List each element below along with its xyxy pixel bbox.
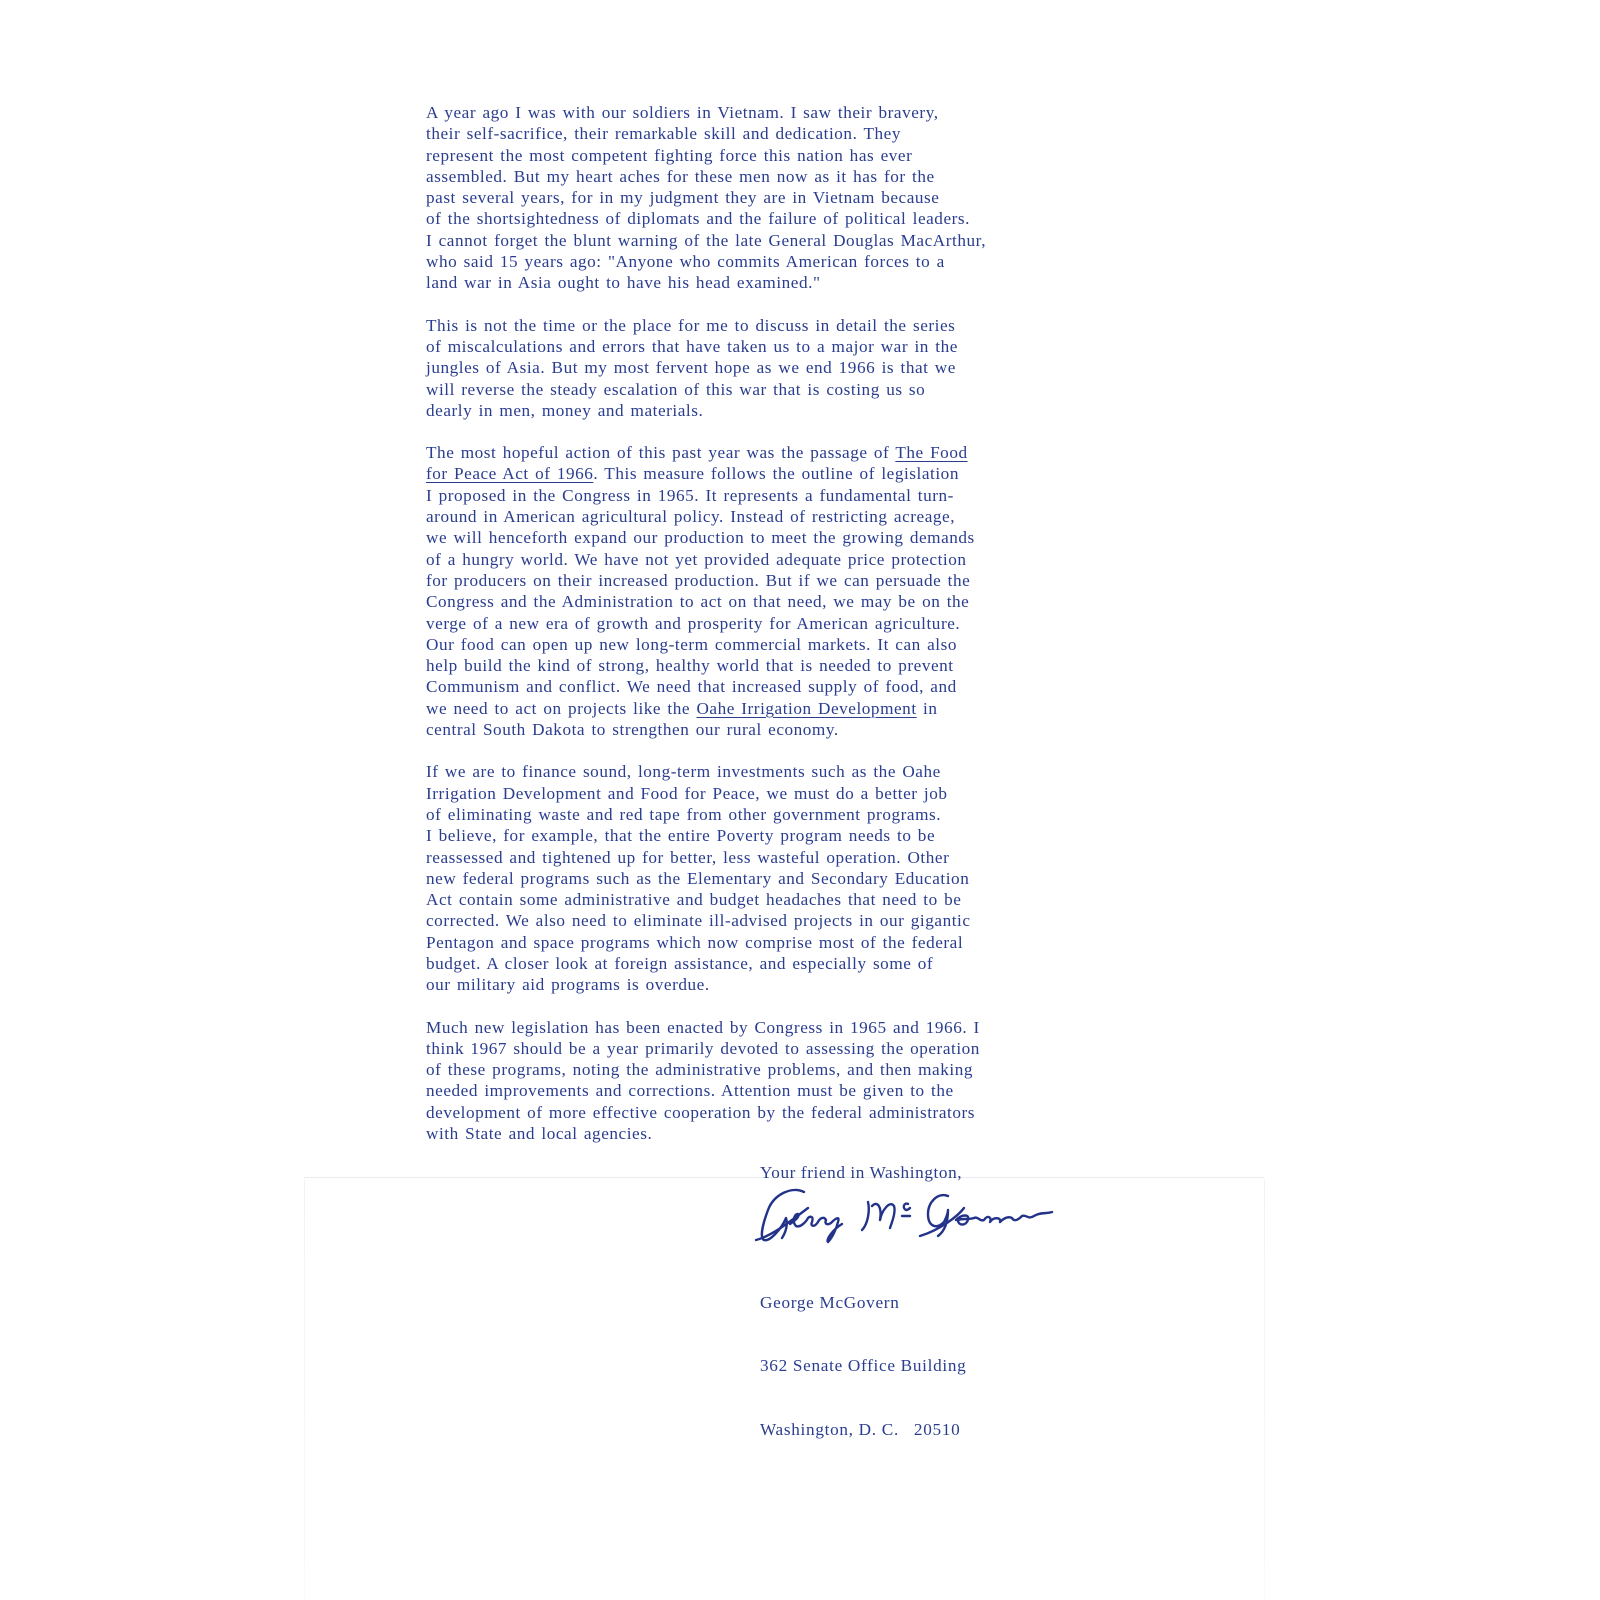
text-line: of a hungry world. We have not yet provided adequate price protection: [426, 549, 967, 569]
oahe-underlined-title: Oahe Irrigation Development: [696, 698, 917, 718]
text-line: of the shortsightedness of diplomats and the failure of political leaders.: [426, 209, 970, 229]
sender-name: George McGovern: [760, 1292, 900, 1312]
text-line: reassessed and tightened up for better, less wasteful operation. Other: [426, 847, 950, 867]
text-line: of eliminating waste and red tape from other government programs.: [426, 804, 942, 824]
text-line: of these programs, noting the administrative problems, and then making: [426, 1060, 973, 1080]
text-line: for producers on their increased production. But if we can persuade the: [426, 570, 971, 590]
text-line: central South Dakota to strengthen our rural economy.: [426, 720, 839, 740]
text-line: I believe, for example, that the entire Poverty program needs to be: [426, 826, 936, 846]
text-line: A year ago I was with our soldiers in Vietnam. I saw their bravery,: [426, 103, 939, 122]
text-line: dearly in men, money and materials.: [426, 400, 704, 420]
paragraph-legislation: [426, 1017, 1146, 1145]
text-line: Our food can open up new long-term commercial markets. It can also: [426, 634, 958, 654]
text-line: verge of a new era of growth and prosperity for American agriculture.: [426, 613, 961, 633]
text-line: Communism and conflict. We need that increased supply of food, and: [426, 677, 957, 697]
sender-city: Washington, D. C. 20510: [760, 1420, 961, 1440]
paragraph-waste: [426, 761, 1146, 995]
text-line: Pentagon and space programs which now comprise most of the federal: [426, 932, 964, 952]
text-line: Much new legislation has been enacted by Congress in 1965 and 1966. I: [426, 1017, 980, 1037]
text-line: Congress and the Administration to act on that need, we may be on the: [426, 592, 970, 612]
handwritten-signature: [752, 1180, 1082, 1250]
text-line: assembled. But my heart aches for these men now as it has for the: [426, 166, 935, 186]
text-line: represent the most competent fighting force this nation has ever: [426, 145, 913, 165]
text-segment: we need to act on projects like the: [426, 698, 697, 718]
text-line: our military aid programs is overdue.: [426, 975, 710, 995]
text-line: If we are to finance sound, long-term investments such as the Oahe: [426, 762, 941, 782]
closing-salutation: Your friend in Washington,: [760, 1163, 963, 1182]
text-segment: . This measure follows the outline of legislation: [593, 464, 959, 484]
paragraph-food-for-peace: [426, 442, 1146, 740]
paragraph-vietnam: [426, 102, 1146, 294]
text-line: around in American agricultural policy. Instead of restricting acreage,: [426, 507, 956, 527]
letter-body: [426, 102, 1146, 1165]
page-edge-right: [1264, 1180, 1265, 1600]
text-line: their self-sacrifice, their remarkable skill and dedication. They: [426, 124, 901, 144]
text-line: [426, 463, 1146, 484]
text-line: [426, 442, 1146, 463]
text-line: Act contain some administrative and budget headaches that need to be: [426, 890, 962, 910]
food-for-peace-underlined-title-cont: for Peace Act of 1966: [426, 464, 594, 484]
paragraph-escalation: [426, 315, 1146, 421]
text-line: needed improvements and corrections. Attention must be given to the: [426, 1081, 954, 1101]
text-line: help build the kind of strong, healthy world that is needed to prevent: [426, 656, 954, 676]
text-line: will reverse the steady escalation of this war that is costing us so: [426, 379, 926, 399]
text-line: who said 15 years ago: "Anyone who commits American forces to a: [426, 252, 945, 272]
text-line: with State and local agencies.: [426, 1124, 653, 1144]
text-line: of miscalculations and errors that have taken us to a major war in the: [426, 336, 958, 356]
text-line: budget. A closer look at foreign assistance, and especially some of: [426, 953, 934, 973]
text-line: [426, 698, 1146, 719]
food-for-peace-underlined-title: The Food: [895, 443, 968, 463]
text-line: I cannot forget the blunt warning of the late General Douglas MacArthur,: [426, 230, 987, 250]
text-line: we will henceforth expand our production to meet the growing demands: [426, 528, 975, 548]
text-line: corrected. We also need to eliminate ill-advised projects in our gigantic: [426, 911, 971, 931]
text-line: new federal programs such as the Elementary and Secondary Education: [426, 868, 970, 888]
text-line: I proposed in the Congress in 1965. It represents a fundamental turn-: [426, 485, 954, 505]
sender-address-block: [760, 1249, 966, 1483]
text-line: past several years, for in my judgment they are in Vietnam because: [426, 188, 940, 208]
text-line: Irrigation Development and Food for Peace, we must do a better job: [426, 783, 948, 803]
text-segment: in: [916, 698, 938, 718]
text-line: think 1967 should be a year primarily devoted to assessing the operation: [426, 1038, 980, 1058]
sender-office: 362 Senate Office Building: [760, 1356, 967, 1376]
text-line: development of more effective cooperation by the federal administrators: [426, 1102, 975, 1122]
page-edge-left: [304, 1180, 305, 1600]
text-line: land war in Asia ought to have his head examined.": [426, 273, 821, 293]
text-line: This is not the time or the place for me to discuss in detail the series: [426, 315, 956, 335]
text-line: jungles of Asia. But my most fervent hope as we end 1966 is that we: [426, 358, 956, 378]
text-segment: The most hopeful action of this past year was the passage of: [426, 443, 896, 463]
